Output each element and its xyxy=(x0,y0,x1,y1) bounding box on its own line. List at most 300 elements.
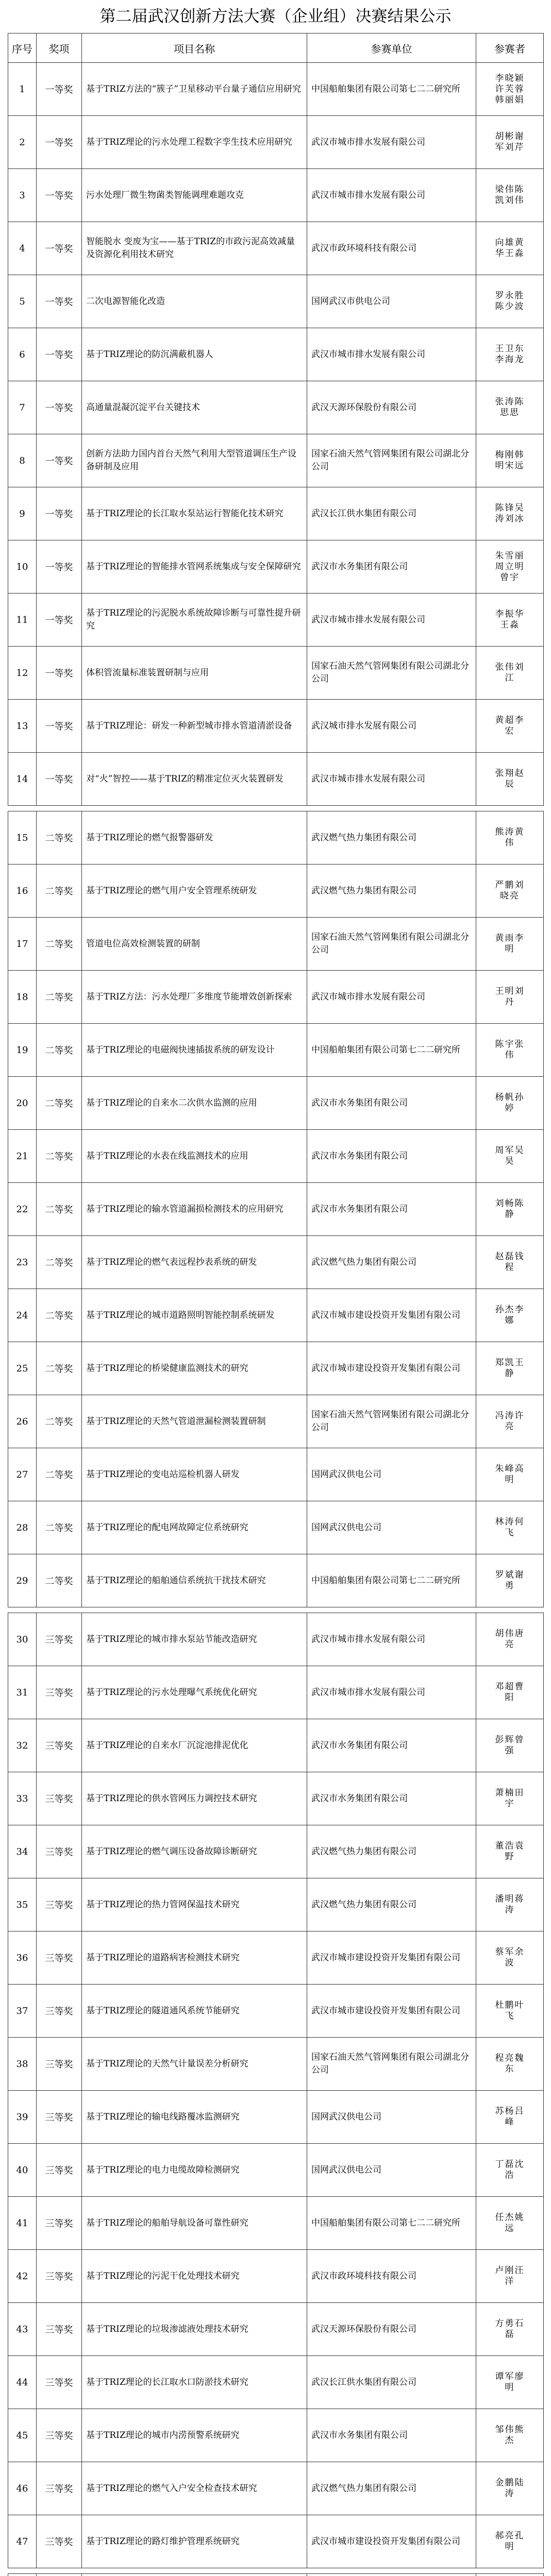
row-no: 26 xyxy=(8,1395,37,1448)
row-project: 基于TRIZ理论的输电线路覆冰监测研究 xyxy=(82,2091,307,2144)
row-org: 武汉市城市建设投资开发集团有限公司 xyxy=(307,1289,476,1342)
row-no: 30 xyxy=(8,1613,37,1666)
row-project: 管道电位高效检测装置的研制 xyxy=(82,918,307,971)
row-award: 二等奖 xyxy=(37,1236,82,1289)
row-people-cell xyxy=(476,1395,544,1448)
row-people-cell xyxy=(476,1985,544,2038)
row-award: 一等奖 xyxy=(37,116,82,169)
row-project: 基于TRIZ理论的船舶通信系统抗干扰技术研究 xyxy=(82,1554,307,1607)
row-award: 三等奖 xyxy=(37,2462,82,2515)
row-no: 42 xyxy=(8,2250,37,2303)
row-award: 三等奖 xyxy=(37,2038,82,2091)
row-people: 丁磊沈浩 xyxy=(495,2159,525,2180)
row-people: 孙杰李娜 xyxy=(495,1304,525,1326)
row-project: 基于TRIZ理论的污泥脱水系统故障诊断与可靠性提升研究 xyxy=(82,594,307,647)
row-org: 武汉市城市排水发展有限公司 xyxy=(307,594,476,647)
table-row xyxy=(8,647,544,700)
row-project: 基于TRIZ理论的燃气报警器研发 xyxy=(82,811,307,865)
row-award: 一等奖 xyxy=(37,647,82,700)
row-project: 基于TRIZ理论的城市内涝预警系统研究 xyxy=(82,2409,307,2462)
row-project: 基于TRIZ方法：污水处理厂多维度节能增效创新探索 xyxy=(82,971,307,1024)
row-people-cell xyxy=(476,700,544,753)
row-award: 三等奖 xyxy=(37,2409,82,2462)
row-org: 国家石油天然气管网集团有限公司湖北分公司 xyxy=(307,434,476,487)
row-org: 中国船舶集团有限公司第七二二研究所 xyxy=(307,1024,476,1077)
row-award: 二等奖 xyxy=(37,971,82,1024)
row-project: 基于TRIZ理论的船舶导航设备可靠性研究 xyxy=(82,2197,307,2250)
row-org: 武汉市水务集团有限公司 xyxy=(307,2409,476,2462)
row-project: 体积管流量标准装置研制与应用 xyxy=(82,647,307,700)
row-people: 向雄黄华王淼 xyxy=(495,238,525,259)
table-row xyxy=(8,811,544,865)
table-row xyxy=(8,1077,544,1130)
row-no: 18 xyxy=(8,971,37,1024)
row-project: 基于TRIZ理论的桥梁健康监测技术的研究 xyxy=(82,1342,307,1395)
row-award: 一等奖 xyxy=(37,700,82,753)
row-no xyxy=(8,2574,37,2576)
row-org: 武汉天源环保股份有限公司 xyxy=(307,381,476,434)
table-row xyxy=(8,1289,544,1342)
row-award: 一等奖 xyxy=(37,222,82,275)
row-project: 基于TRIZ理论的自来水二次供水监测的应用 xyxy=(82,1077,307,1130)
row-org: 武汉市水务集团有限公司 xyxy=(307,1130,476,1183)
row-people-cell xyxy=(476,1772,544,1825)
row-award: 三等奖 xyxy=(37,2091,82,2144)
row-project xyxy=(82,2574,307,2576)
row-award: 三等奖 xyxy=(37,1719,82,1772)
header-no: 序号 xyxy=(8,33,37,63)
row-award: 三等奖 xyxy=(37,2515,82,2568)
row-no: 8 xyxy=(8,434,37,487)
row-org: 武汉燃气热力集团有限公司 xyxy=(307,2462,476,2515)
table-row xyxy=(8,275,544,328)
row-people: 朱峰高明 xyxy=(495,1464,525,1485)
row-no: 47 xyxy=(8,2515,37,2568)
table-row xyxy=(8,1183,544,1236)
row-no: 22 xyxy=(8,1183,37,1236)
row-people: 王卫东李海龙 xyxy=(495,344,525,365)
row-no: 17 xyxy=(8,918,37,971)
row-project: 创新方法助力国内首台天然气利用大型管道调压生产设备研制及应用 xyxy=(82,434,307,487)
row-project: 基于TRIZ理论的供水管网压力调控技术研究 xyxy=(82,1772,307,1825)
row-people: 熊涛黄伟 xyxy=(495,827,525,848)
table-row xyxy=(8,1395,544,1448)
row-people-cell xyxy=(476,275,544,328)
row-no: 36 xyxy=(8,1931,37,1985)
row-no: 35 xyxy=(8,1878,37,1931)
row-people: 陈锋吴涛刘冰 xyxy=(495,503,525,524)
row-people-cell xyxy=(476,2091,544,2144)
row-people-cell xyxy=(476,594,544,647)
row-people-cell xyxy=(476,1024,544,1077)
results-table-body xyxy=(8,63,544,2576)
row-org: 国家石油天然气管网集团有限公司湖北分公司 xyxy=(307,918,476,971)
row-people-cell xyxy=(476,222,544,275)
row-people: 朱雪丽周立明曾宇 xyxy=(495,550,525,583)
row-no: 10 xyxy=(8,540,37,594)
row-no: 7 xyxy=(8,381,37,434)
row-people: 林涛何飞 xyxy=(495,1517,525,1538)
header-people: 参赛者 xyxy=(476,33,544,63)
row-award: 二等奖 xyxy=(37,1077,82,1130)
row-award xyxy=(37,2574,82,2576)
row-award: 二等奖 xyxy=(37,811,82,865)
row-people: 冯涛许亮 xyxy=(495,1411,525,1432)
row-people: 刘畅陈静 xyxy=(495,1198,525,1219)
row-project: 基于TRIZ理论的防沉满蔽机器人 xyxy=(82,328,307,381)
row-org: 武汉市城市排水发展有限公司 xyxy=(307,753,476,806)
table-row xyxy=(8,865,544,918)
row-people-cell xyxy=(476,1719,544,1772)
row-award: 三等奖 xyxy=(37,1985,82,2038)
row-org: 中国船舶集团有限公司第七二二研究所 xyxy=(307,63,476,116)
row-no: 37 xyxy=(8,1985,37,2038)
row-people-cell xyxy=(476,1236,544,1289)
row-org: 武汉燃气热力集团有限公司 xyxy=(307,811,476,865)
row-org: 武汉市城市排水发展有限公司 xyxy=(307,1613,476,1666)
row-project: 基于TRIZ理论的变电站巡检机器人研发 xyxy=(82,1448,307,1501)
row-award: 二等奖 xyxy=(37,1501,82,1554)
row-award: 三等奖 xyxy=(37,1613,82,1666)
row-no: 15 xyxy=(8,811,37,865)
row-people: 张翔赵辰 xyxy=(495,768,525,789)
row-org: 武汉市城市排水发展有限公司 xyxy=(307,328,476,381)
row-project: 基于TRIZ理论的电磁阀快速插拔系统的研发设计 xyxy=(82,1024,307,1077)
results-table xyxy=(8,33,544,2576)
row-people-cell xyxy=(476,971,544,1024)
row-people: 张涛陈思思 xyxy=(495,397,525,418)
row-people: 梁伟陈凯刘伟 xyxy=(495,184,525,206)
header-org: 参赛单位 xyxy=(307,33,476,63)
row-people-cell xyxy=(476,169,544,222)
row-people-cell xyxy=(476,1448,544,1501)
row-award: 一等奖 xyxy=(37,169,82,222)
row-people: 潘明蒋涛 xyxy=(495,1894,525,1915)
row-people-cell xyxy=(476,918,544,971)
row-project: 基于TRIZ方法的“簇子”卫星移动平台量子通信应用研究 xyxy=(82,63,307,116)
row-org: 武汉市城市排水发展有限公司 xyxy=(307,971,476,1024)
table-header-row xyxy=(8,33,544,63)
table-row xyxy=(8,2409,544,2462)
row-award: 三等奖 xyxy=(37,2356,82,2409)
table-row xyxy=(8,2303,544,2356)
row-project: 基于TRIZ理论的水表在线监测技术的应用 xyxy=(82,1130,307,1183)
row-award: 二等奖 xyxy=(37,1183,82,1236)
row-people: 李晓颖许芙蓉韩丽娟 xyxy=(495,73,525,105)
table-row xyxy=(8,1024,544,1077)
row-project: 基于TRIZ理论的城市道路照明智能控制系统研发 xyxy=(82,1289,307,1342)
row-award: 一等奖 xyxy=(37,540,82,594)
row-project: 基于TRIZ理论的垃圾渗滤液处理技术研究 xyxy=(82,2303,307,2356)
row-project: 基于TRIZ理论的输水管道漏损检测技术的应用研究 xyxy=(82,1183,307,1236)
table-row xyxy=(8,169,544,222)
row-people-cell xyxy=(476,1613,544,1666)
row-people-cell xyxy=(476,328,544,381)
row-project: 高通量混凝沉淀平台关键技术 xyxy=(82,381,307,434)
table-row xyxy=(8,2356,544,2409)
table-row xyxy=(8,2574,544,2576)
row-org: 中国船舶集团有限公司第七二二研究所 xyxy=(307,2197,476,2250)
row-people: 胡彬谢军刘芹 xyxy=(495,131,525,152)
row-people-cell xyxy=(476,1501,544,1554)
row-people-cell xyxy=(476,2197,544,2250)
table-row xyxy=(8,1613,544,1666)
row-award: 三等奖 xyxy=(37,1931,82,1985)
row-org: 武汉市城市排水发展有限公司 xyxy=(307,169,476,222)
table-row xyxy=(8,2091,544,2144)
row-project: 基于TRIZ理论的自来水厂沉淀池排泥优化 xyxy=(82,1719,307,1772)
table-row xyxy=(8,2197,544,2250)
row-people-cell xyxy=(476,63,544,116)
row-people: 程亮魏东 xyxy=(495,2053,525,2074)
row-people-cell xyxy=(476,2144,544,2197)
row-project: 对“火”智控——基于TRIZ的精准定位灭火装置研发 xyxy=(82,753,307,806)
table-row xyxy=(8,1666,544,1719)
table-row xyxy=(8,918,544,971)
row-org: 武汉长江供水集团有限公司 xyxy=(307,2356,476,2409)
row-people: 赵磊钱程 xyxy=(495,1251,525,1273)
row-people: 任杰姚远 xyxy=(495,2212,525,2233)
row-people-cell xyxy=(476,647,544,700)
row-no: 25 xyxy=(8,1342,37,1395)
row-org: 武汉市水务集团有限公司 xyxy=(307,540,476,594)
row-project: 基于TRIZ理论的污水处理工程数字孪生技术应用研究 xyxy=(82,116,307,169)
row-no: 21 xyxy=(8,1130,37,1183)
row-org: 武汉市水务集团有限公司 xyxy=(307,1183,476,1236)
header-project: 项目名称 xyxy=(82,33,307,63)
row-people: 邓超曹阳 xyxy=(495,1682,525,1703)
row-people-cell xyxy=(476,1554,544,1607)
table-row xyxy=(8,1878,544,1931)
table-row xyxy=(8,222,544,275)
row-award: 二等奖 xyxy=(37,1395,82,1448)
row-no: 31 xyxy=(8,1666,37,1719)
row-people-cell xyxy=(476,1289,544,1342)
row-no: 5 xyxy=(8,275,37,328)
table-row xyxy=(8,2515,544,2568)
row-org: 武汉市城市建设投资开发集团有限公司 xyxy=(307,2515,476,2568)
row-org: 国家石油天然气管网集团有限公司湖北分公司 xyxy=(307,1395,476,1448)
table-row xyxy=(8,1554,544,1607)
row-people-cell xyxy=(476,2515,544,2568)
row-people-cell xyxy=(476,1342,544,1395)
row-people: 罗斌谢勇 xyxy=(495,1570,525,1591)
group-separator xyxy=(8,2568,544,2574)
row-project: 基于TRIZ理论的隧道通风系统节能研究 xyxy=(82,1985,307,2038)
row-people-cell xyxy=(476,2409,544,2462)
row-org: 国网武汉市供电公司 xyxy=(307,275,476,328)
row-people: 胡伟唐亮 xyxy=(495,1629,525,1650)
table-row xyxy=(8,434,544,487)
table-row xyxy=(8,487,544,540)
row-no: 40 xyxy=(8,2144,37,2197)
table-row xyxy=(8,1236,544,1289)
row-project: 基于TRIZ理论的燃气调压设备故障诊断研究 xyxy=(82,1825,307,1878)
row-people: 金鹏陆涛 xyxy=(495,2478,525,2499)
row-no: 11 xyxy=(8,594,37,647)
row-no: 43 xyxy=(8,2303,37,2356)
row-org: 国网武汉供电公司 xyxy=(307,1501,476,1554)
row-project: 基于TRIZ理论的污水处理曝气系统优化研究 xyxy=(82,1666,307,1719)
table-row xyxy=(8,1130,544,1183)
row-people-cell xyxy=(476,487,544,540)
row-project: 智能脱水 变废为宝——基于TRIZ的市政污泥高效减量及资源化利用技术研究 xyxy=(82,222,307,275)
row-no: 16 xyxy=(8,865,37,918)
row-people: 彭辉曾强 xyxy=(495,1735,525,1756)
row-no: 4 xyxy=(8,222,37,275)
row-award: 三等奖 xyxy=(37,1825,82,1878)
row-people-cell xyxy=(476,2462,544,2515)
row-project: 基于TRIZ理论的路灯维护管理系统研究 xyxy=(82,2515,307,2568)
row-award: 三等奖 xyxy=(37,2250,82,2303)
row-award: 三等奖 xyxy=(37,1666,82,1719)
row-award: 三等奖 xyxy=(37,1772,82,1825)
row-org: 武汉城市排水发展有限公司 xyxy=(307,700,476,753)
row-org: 国网武汉供电公司 xyxy=(307,2144,476,2197)
row-award: 二等奖 xyxy=(37,1554,82,1607)
row-no: 2 xyxy=(8,116,37,169)
row-people: 谭军廖明 xyxy=(495,2371,525,2393)
row-project: 基于TRIZ理论：研发一种新型城市排水管道清淤设备 xyxy=(82,700,307,753)
row-org: 国网武汉供电公司 xyxy=(307,1448,476,1501)
table-row xyxy=(8,1825,544,1878)
row-people-cell xyxy=(476,811,544,865)
row-org: 武汉市城市排水发展有限公司 xyxy=(307,116,476,169)
row-people-cell xyxy=(476,1931,544,1985)
row-award: 一等奖 xyxy=(37,381,82,434)
table-row xyxy=(8,1985,544,2038)
row-no: 45 xyxy=(8,2409,37,2462)
row-people-cell xyxy=(476,434,544,487)
row-people: 李振华王淼 xyxy=(495,609,525,630)
row-people: 张伟刘江 xyxy=(495,662,525,683)
table-row xyxy=(8,2038,544,2091)
row-people-cell xyxy=(476,540,544,594)
row-people-cell xyxy=(476,753,544,806)
row-award: 一等奖 xyxy=(37,594,82,647)
row-project: 基于TRIZ理论的燃气用户安全管理系统研发 xyxy=(82,865,307,918)
row-award: 一等奖 xyxy=(37,487,82,540)
row-award: 一等奖 xyxy=(37,753,82,806)
row-people-cell xyxy=(476,2574,544,2576)
table-row xyxy=(8,2144,544,2197)
row-org: 武汉市政环境科技有限公司 xyxy=(307,222,476,275)
row-no: 39 xyxy=(8,2091,37,2144)
row-project: 基于TRIZ理论的燃气入户安全检查技术研究 xyxy=(82,2462,307,2515)
row-award: 三等奖 xyxy=(37,2197,82,2250)
row-people: 杜鹏叶飞 xyxy=(495,2000,525,2021)
table-row xyxy=(8,1719,544,1772)
table-row xyxy=(8,1931,544,1985)
row-project: 基于TRIZ理论的天然气计量误差分析研究 xyxy=(82,2038,307,2091)
header-award: 奖项 xyxy=(37,33,82,63)
row-people: 梅刚韩明宋远 xyxy=(495,450,525,471)
row-org xyxy=(307,2574,476,2576)
row-project: 污水处理厂微生物菌类智能调理难题攻克 xyxy=(82,169,307,222)
row-award: 二等奖 xyxy=(37,918,82,971)
row-no: 44 xyxy=(8,2356,37,2409)
row-project: 基于TRIZ理论的道路病害检测技术研究 xyxy=(82,1931,307,1985)
row-people: 周军吴昊 xyxy=(495,1145,525,1166)
row-no: 24 xyxy=(8,1289,37,1342)
row-no: 19 xyxy=(8,1024,37,1077)
table-row xyxy=(8,328,544,381)
row-people-cell xyxy=(476,381,544,434)
row-org: 武汉市政环境科技有限公司 xyxy=(307,2250,476,2303)
row-project: 基于TRIZ理论的长江取水口防淤技术研究 xyxy=(82,2356,307,2409)
row-org: 中国船舶集团有限公司第七二二研究所 xyxy=(307,1554,476,1607)
row-people-cell xyxy=(476,865,544,918)
row-org: 武汉市城市建设投资开发集团有限公司 xyxy=(307,1985,476,2038)
row-award: 三等奖 xyxy=(37,2303,82,2356)
table-row xyxy=(8,2250,544,2303)
row-no: 28 xyxy=(8,1501,37,1554)
row-award: 二等奖 xyxy=(37,865,82,918)
row-no: 9 xyxy=(8,487,37,540)
row-people: 方勇石磊 xyxy=(495,2318,525,2340)
row-people: 严鹏刘晓亮 xyxy=(495,880,525,901)
row-org: 武汉市城市建设投资开发集团有限公司 xyxy=(307,1931,476,1985)
row-people: 陈宇张伟 xyxy=(495,1039,525,1060)
row-people-cell xyxy=(476,1825,544,1878)
row-people: 卢刚汪洋 xyxy=(495,2265,525,2286)
row-people: 蔡军余波 xyxy=(495,1947,525,1968)
row-people-cell xyxy=(476,2250,544,2303)
row-people: 郝亮孔明 xyxy=(495,2531,525,2552)
row-people-cell xyxy=(476,1666,544,1719)
row-project: 基于TRIZ理论的电力电缆故障检测研究 xyxy=(82,2144,307,2197)
row-people-cell xyxy=(476,1878,544,1931)
row-award: 三等奖 xyxy=(37,1878,82,1931)
table-row xyxy=(8,63,544,116)
row-people: 邹伟熊杰 xyxy=(495,2425,525,2446)
table-row xyxy=(8,971,544,1024)
row-no: 32 xyxy=(8,1719,37,1772)
row-no: 46 xyxy=(8,2462,37,2515)
row-award: 二等奖 xyxy=(37,1289,82,1342)
row-people: 黄超李宏 xyxy=(495,715,525,736)
row-project: 基于TRIZ理论的热力管网保温技术研究 xyxy=(82,1878,307,1931)
row-no: 1 xyxy=(8,63,37,116)
row-org: 武汉长江供水集团有限公司 xyxy=(307,487,476,540)
row-no: 34 xyxy=(8,1825,37,1878)
table-row xyxy=(8,753,544,806)
row-no: 20 xyxy=(8,1077,37,1130)
row-award: 一等奖 xyxy=(37,63,82,116)
row-no: 38 xyxy=(8,2038,37,2091)
row-no: 29 xyxy=(8,1554,37,1607)
group-separator xyxy=(8,1607,544,1613)
row-project: 基于TRIZ理论的配电网故障定位系统研究 xyxy=(82,1501,307,1554)
row-org: 武汉燃气热力集团有限公司 xyxy=(307,865,476,918)
table-row xyxy=(8,116,544,169)
row-project: 二次电源智能化改造 xyxy=(82,275,307,328)
row-award: 一等奖 xyxy=(37,328,82,381)
row-org: 武汉燃气热力集团有限公司 xyxy=(307,1236,476,1289)
row-org: 国家石油天然气管网集团有限公司湖北分公司 xyxy=(307,2038,476,2091)
row-award: 二等奖 xyxy=(37,1024,82,1077)
group-separator-cell xyxy=(8,2568,544,2574)
row-people-cell xyxy=(476,116,544,169)
table-row xyxy=(8,700,544,753)
row-no: 41 xyxy=(8,2197,37,2250)
row-org: 武汉市城市建设投资开发集团有限公司 xyxy=(307,1342,476,1395)
row-people-cell xyxy=(476,2038,544,2091)
row-award: 二等奖 xyxy=(37,1342,82,1395)
row-people-cell xyxy=(476,1183,544,1236)
row-people: 杨帆孙婷 xyxy=(495,1092,525,1113)
row-people-cell xyxy=(476,2356,544,2409)
